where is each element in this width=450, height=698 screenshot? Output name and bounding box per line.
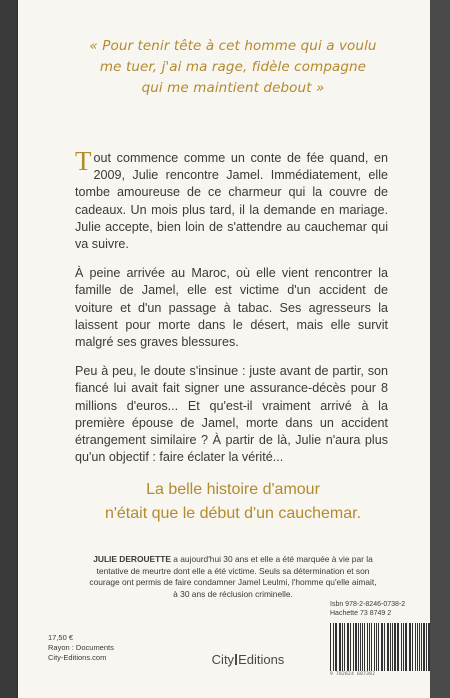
barcode-bar — [382, 623, 383, 671]
tagline — [58, 478, 408, 526]
barcode-bar — [405, 623, 407, 671]
publisher-city: City — [211, 652, 235, 667]
barcode-bar — [403, 623, 404, 671]
barcode-bar — [344, 623, 345, 671]
barcode — [330, 623, 435, 671]
barcode-bar — [410, 623, 411, 671]
tagline-line: n'était que le début d'un cauchemar. — [104, 505, 362, 522]
barcode-bar — [355, 623, 357, 671]
blurb-paragraph: Peu à peu, le doute s'insinue : juste avant de partir, son fiancé lui avait fait signer une assurance-décès pour 8 millions d'euros... Et qu'est-il vraiment arrivé à la première épouse de Jamel, morte dans un accident étrangement similaire ? À partir de là, Julie n'aura plus qu'un objectif : faire éclater la vérité... — [75, 364, 388, 465]
barcode-bar — [342, 623, 343, 671]
blurb-paragraph: À peine arrivée au Maroc, où elle vient rencontrer la famille de Jamel, elle est victime d'un accident de voiture et d'un passage à tabac. Ses agresseurs la laissent pour morte dans le désert, mais elle survit malgré ses graves blessures. — [75, 266, 388, 350]
isbn: Isbn 978-2-8246-0738-2 — [330, 601, 406, 608]
barcode-bar — [374, 623, 375, 671]
paragraph-text: out commence comme un conte de fée quand, en 2009, Julie rencontre Jamel. Immédiatement, elle tombe amoureuse de ce charmeur qui la couvre de cadeaux. Un mois plus tard, il la demande en mariage. Julie accepte, bien loin de s'attendre au cauchemar qui va suivre. — [75, 151, 388, 252]
barcode-digits: 9 782824 607382 — [330, 672, 376, 677]
author-bio — [88, 554, 378, 600]
barcode-bar — [409, 623, 410, 671]
pull-quote — [58, 36, 408, 99]
back-cover — [18, 0, 430, 698]
barcode-bar — [376, 623, 377, 671]
barcode-bar — [353, 623, 354, 671]
barcode-bar — [362, 623, 363, 671]
barcode-bar — [369, 623, 370, 671]
website: City-Editions.com — [48, 653, 107, 662]
tagline-line: La belle histoire d'amour — [146, 481, 320, 498]
publisher-editions: Editions — [238, 652, 285, 667]
barcode-bar — [364, 623, 365, 671]
barcode-bar — [401, 623, 402, 671]
barcode-bar — [384, 623, 385, 671]
barcode-bar — [419, 623, 420, 671]
barcode-bar — [378, 623, 379, 671]
barcode-bar — [336, 623, 337, 671]
barcode-bar — [333, 623, 334, 671]
quote-line: qui me maintient debout » — [141, 80, 325, 96]
barcode-bar — [390, 623, 391, 671]
barcode-bar — [426, 623, 427, 671]
quote-line: me tuer, j'ai ma rage, fidèle compagne — [99, 59, 367, 75]
blurb-paragraph — [75, 146, 388, 253]
quote-line: « Pour tenir tête à cet homme qui a voulu — [89, 38, 377, 54]
barcode-bar — [381, 623, 382, 671]
barcode-bar — [360, 623, 361, 671]
barcode-bar — [335, 623, 336, 671]
barcode-bar — [412, 623, 413, 671]
drop-cap: T — [75, 146, 92, 176]
price-block — [48, 633, 158, 663]
price: 17,50 € — [48, 633, 74, 642]
blurb — [75, 146, 388, 478]
barcode-bar — [421, 623, 422, 671]
barcode-bar — [348, 623, 349, 671]
publisher-logo — [188, 652, 308, 667]
barcode-bar — [397, 623, 398, 671]
barcode-bar — [347, 623, 348, 671]
barcode-bar — [367, 623, 368, 671]
barcode-bar — [358, 623, 359, 671]
author-bio-text: a aujourd'hui 30 ans et elle a été marquée à vie par la tentative de meurtre dont elle a été victime. Seuls sa détermination et son courage ont permis de faire condamner Jamel Leulmi, l'homme qu'elle aimait, à 30 ans de réclusion criminelle. — [89, 554, 377, 599]
barcode-bar — [423, 623, 425, 671]
isbn-block — [330, 600, 435, 618]
background-edge — [430, 0, 450, 698]
barcode-bar — [415, 623, 416, 671]
barcode-bar — [387, 623, 389, 671]
barcode-bar — [330, 623, 331, 671]
publisher-separator — [235, 654, 237, 665]
hachette-code: Hachette 73 8749 2 — [330, 610, 392, 617]
author-name: JULIE DEROUETTE — [93, 554, 171, 564]
barcode-bar — [392, 623, 393, 671]
barcode-bar — [371, 623, 373, 671]
barcode-bar — [394, 623, 395, 671]
rayon: Rayon : Documents — [48, 643, 114, 652]
barcode-bar — [350, 623, 351, 671]
barcode-bar — [398, 623, 399, 671]
barcode-bar — [339, 623, 341, 671]
barcode-bar — [417, 623, 418, 671]
